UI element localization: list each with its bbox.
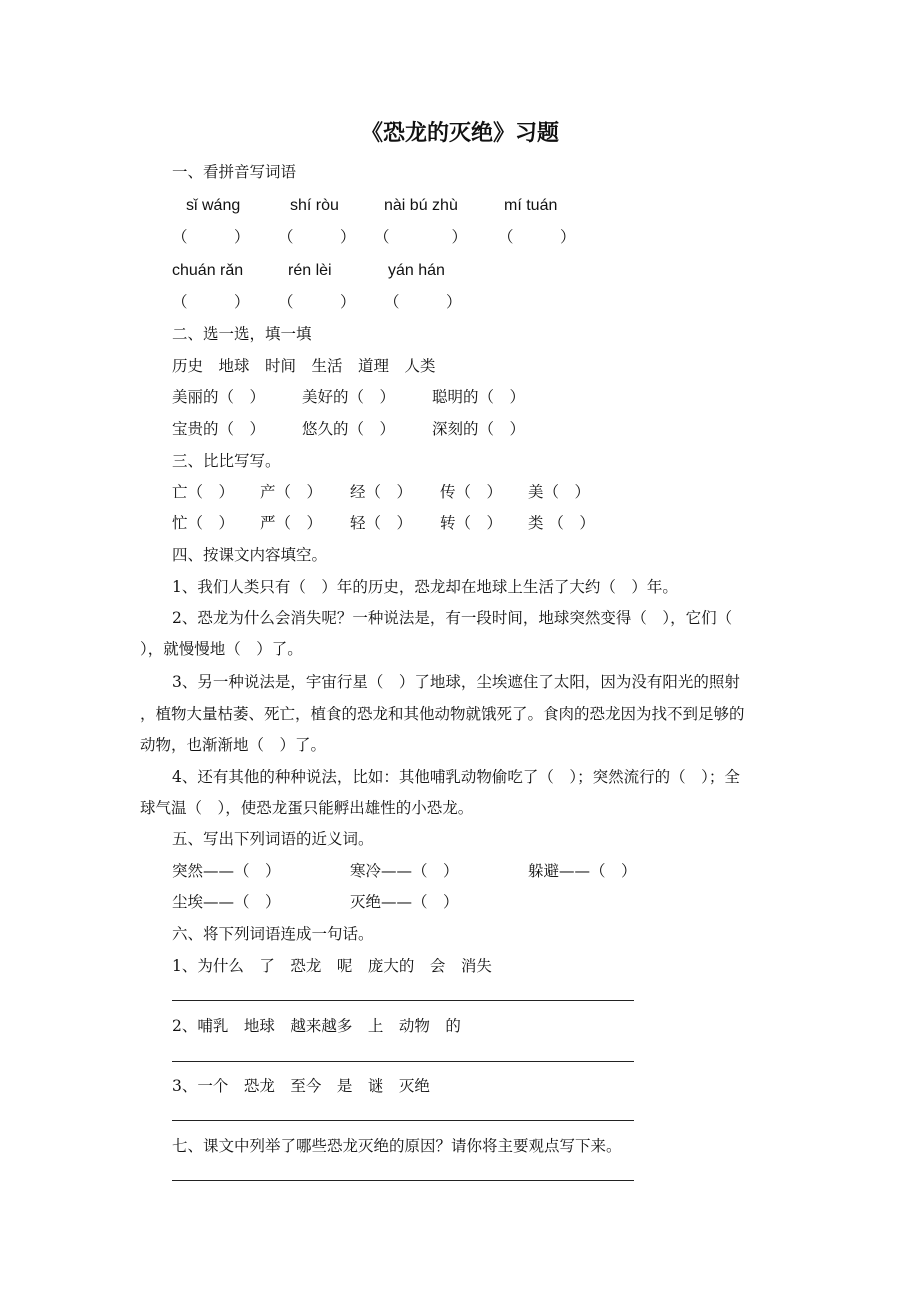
compare-item[interactable]: 忙（ ） (172, 514, 235, 532)
section-7-heading: 七、课文中列举了哪些恐龙灭绝的原因？请你将主要观点写下来。 (172, 1137, 622, 1155)
section-4-heading: 四、按课文内容填空。 (172, 546, 328, 564)
answer-line[interactable] (172, 1000, 634, 1001)
section-3-heading: 三、比比写写。 (172, 452, 281, 470)
answer-blank[interactable]: （ ） (278, 228, 356, 246)
compare-item[interactable]: 类 （ ） (528, 514, 595, 532)
page-title: 《恐龙的灭绝》习题 (360, 121, 559, 146)
answer-blank[interactable]: （ ） (498, 228, 576, 246)
question-4-2-cont[interactable]: ），就慢慢地（ ）了。 (140, 640, 303, 658)
compare-item[interactable]: 轻（ ） (350, 514, 413, 532)
answer-blank[interactable]: （ ） (172, 293, 250, 311)
pinyin-6: rén lèi (288, 262, 332, 279)
synonym-item[interactable]: 灭绝——（ ） (350, 893, 459, 911)
fill-item[interactable]: 美丽的（ ） (172, 388, 266, 406)
section-5-heading: 五、写出下列词语的近义词。 (172, 830, 374, 848)
compare-item[interactable]: 产（ ） (260, 483, 323, 501)
synonym-item[interactable]: 突然——（ ） (172, 862, 281, 880)
sentence-words-1: 1、为什么 了 恐龙 呢 庞大的 会 消失 (172, 957, 492, 975)
compare-item[interactable]: 亡（ ） (172, 483, 235, 501)
question-4-3-cont[interactable]: 动物，也渐渐地（ ）了。 (140, 736, 327, 754)
question-4-4[interactable]: 4、还有其他的种种说法，比如：其他哺乳动物偷吃了（ ）；突然流行的（ ）；全 (172, 768, 740, 786)
section-2-heading: 二、选一选，填一填 (172, 325, 312, 343)
compare-item[interactable]: 转（ ） (440, 514, 503, 532)
compare-item[interactable]: 美（ ） (528, 483, 591, 501)
pinyin-3: nài bú zhù (384, 197, 458, 214)
answer-blank[interactable]: （ ） (374, 228, 468, 246)
sentence-words-2: 2、哺乳 地球 越来越多 上 动物 的 (172, 1017, 461, 1035)
fill-item[interactable]: 美好的（ ） (302, 388, 396, 406)
question-4-2[interactable]: 2、恐龙为什么会消失呢？一种说法是，有一段时间，地球突然变得（ ），它们（ (172, 609, 733, 627)
question-4-3-cont: ，植物大量枯萎、死亡，植食的恐龙和其他动物就饿死了。食肉的恐龙因为找不到足够的 (140, 705, 745, 723)
fill-item[interactable]: 深刻的（ ） (432, 420, 526, 438)
fill-item[interactable]: 宝贵的（ ） (172, 420, 266, 438)
synonym-item[interactable]: 尘埃——（ ） (172, 893, 281, 911)
synonym-item[interactable]: 躲避——（ ） (528, 862, 637, 880)
answer-line[interactable] (172, 1061, 634, 1062)
pinyin-7: yán hán (388, 262, 445, 279)
synonym-item[interactable]: 寒冷——（ ） (350, 862, 459, 880)
question-4-4-cont[interactable]: 球气温（ ），使恐龙蛋只能孵出雄性的小恐龙。 (140, 799, 474, 817)
pinyin-2: shí ròu (290, 197, 339, 214)
section-1-heading: 一、看拼音写词语 (172, 163, 297, 181)
pinyin-5: chuán rǎn (172, 262, 244, 279)
answer-blank[interactable]: （ ） (172, 228, 250, 246)
question-4-1[interactable]: 1、我们人类只有（ ）年的历史，恐龙却在地球上生活了大约（ ）年。 (172, 578, 678, 596)
pinyin-1: sǐ wáng (186, 197, 241, 214)
fill-item[interactable]: 聪明的（ ） (432, 388, 526, 406)
sentence-words-3: 3、一个 恐龙 至今 是 谜 灭绝 (172, 1077, 430, 1095)
pinyin-4: mí tuán (504, 197, 558, 214)
answer-line[interactable] (172, 1120, 634, 1121)
compare-item[interactable]: 严（ ） (260, 514, 323, 532)
word-bank: 历史 地球 时间 生活 道理 人类 (172, 357, 436, 375)
answer-blank[interactable]: （ ） (278, 293, 356, 311)
section-6-heading: 六、将下列词语连成一句话。 (172, 925, 374, 943)
answer-line[interactable] (172, 1180, 634, 1181)
answer-blank[interactable]: （ ） (384, 293, 462, 311)
compare-item[interactable]: 传（ ） (440, 483, 503, 501)
fill-item[interactable]: 悠久的（ ） (302, 420, 396, 438)
question-4-3[interactable]: 3、另一种说法是，宇宙行星（ ）了地球，尘埃遮住了太阳，因为没有阳光的照射 (172, 673, 740, 691)
compare-item[interactable]: 经（ ） (350, 483, 413, 501)
